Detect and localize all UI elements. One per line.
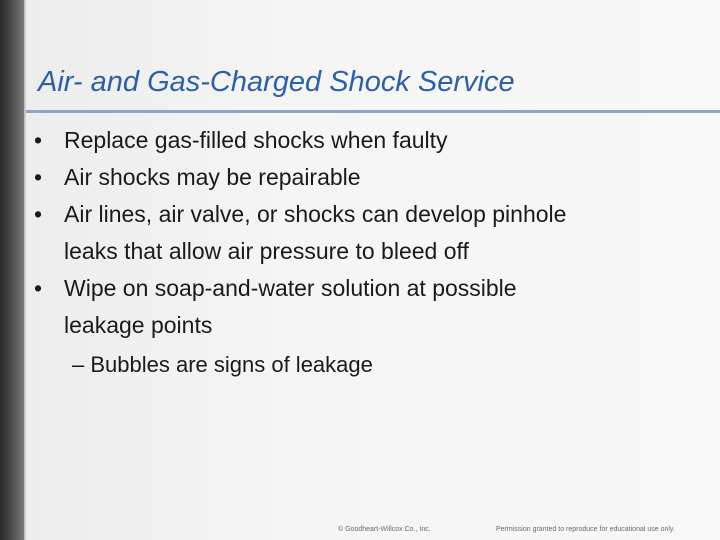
bullet-item — [28, 159, 708, 196]
bullet-line: leakage points — [64, 312, 213, 338]
footer-permission: Permission granted to reproduce for educational use only. — [496, 526, 675, 533]
bullet-marker: • — [33, 275, 43, 301]
bullet-list — [28, 122, 708, 344]
left-accent-bar-edge — [24, 0, 26, 540]
bullet-text — [64, 196, 708, 270]
bullet-marker: • — [33, 127, 43, 153]
bullet-line: Replace gas-filled shocks when faulty — [64, 127, 448, 153]
footer-copyright: © Goodheart-Willcox Co., Inc. — [338, 526, 431, 533]
bullet-line: Wipe on soap-and-water solution at possible — [64, 275, 517, 301]
bullet-line: Air lines, air valve, or shocks can develop pinhole — [64, 201, 567, 227]
bullet-line: Air shocks may be repairable — [64, 164, 361, 190]
bullet-item — [28, 270, 708, 344]
bullet-item — [28, 122, 708, 159]
slide-title: Air- and Gas-Charged Shock Service — [38, 66, 515, 98]
title-divider — [26, 110, 720, 113]
bullet-text — [64, 270, 708, 344]
bullet-text — [64, 122, 708, 159]
bullet-marker: • — [33, 201, 43, 227]
bullet-item — [28, 196, 708, 270]
left-accent-bar — [0, 0, 24, 540]
bullet-marker: • — [33, 164, 43, 190]
bullet-line: leaks that allow air pressure to bleed off — [64, 238, 469, 264]
bullet-text — [64, 159, 708, 196]
sub-bullet: – Bubbles are signs of leakage — [72, 352, 373, 377]
